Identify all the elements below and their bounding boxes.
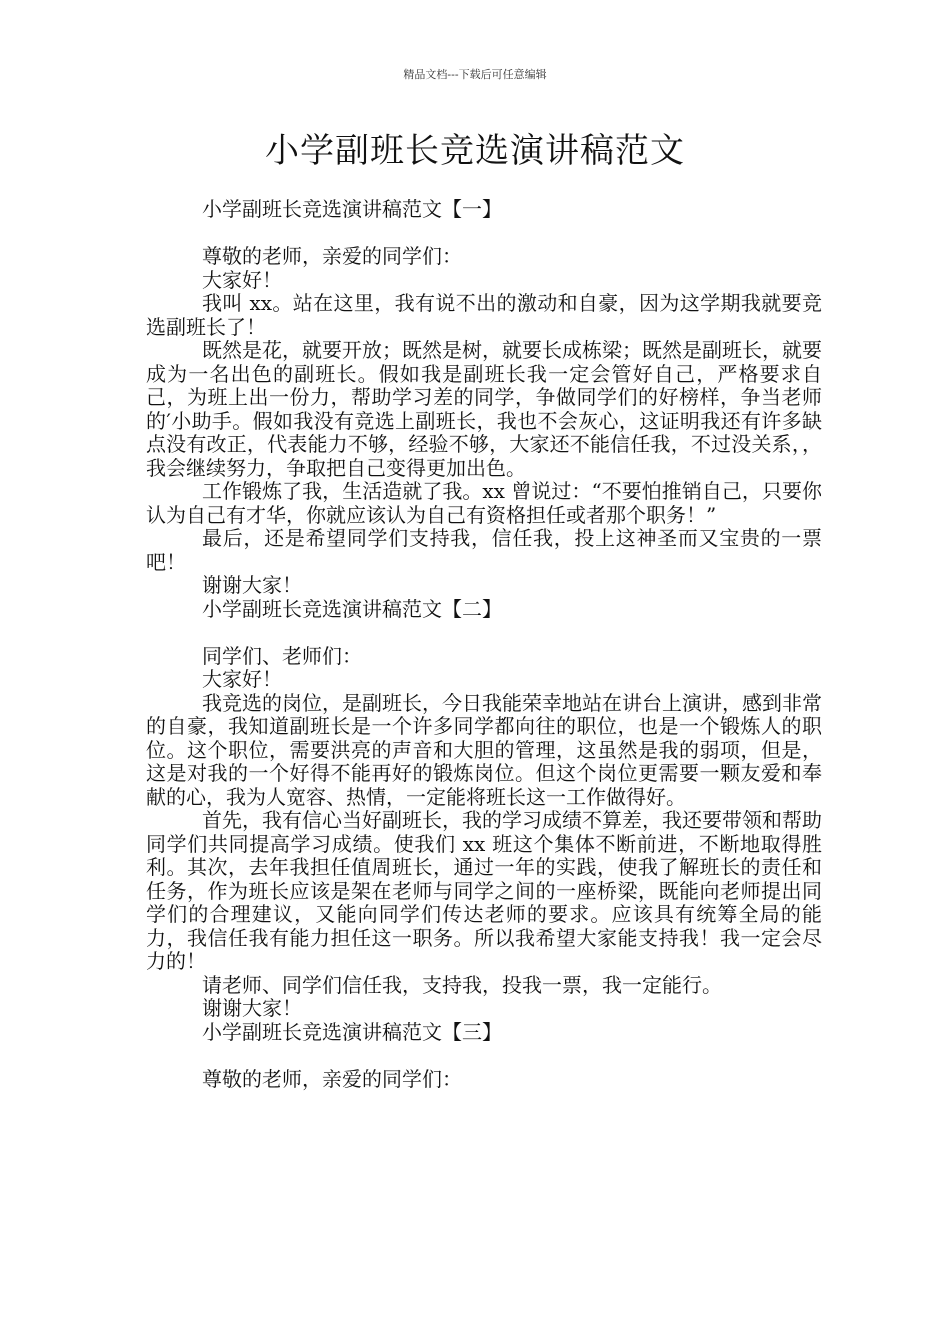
section-heading: 小学副班长竞选演讲稿范文【二】 [202,596,502,621]
paragraph: 我叫 xx。站在这里，我有说不出的激动和自豪，因为这学期我就要竞选副班长了！ [146,291,822,339]
closing: 谢谢大家！ [202,996,302,1020]
greeting: 大家好！ [202,667,282,691]
paragraph: 最后，还是希望同学们支持我，信任我，投上这神圣而又宝贵的一票吧！ [146,526,822,574]
paragraph: 首先，我有信心当好副班长，我的学习成绩不算差，我还要带领和帮助同学们共同提高学习成绩。使我们 xx 班这个集体不断前进，不断地取得胜利。其次，去年我担任值周班长，通过一年的实践，使我了解班长的责任和任务，作为班长应该是架在老师与同学之间的一座桥梁，既能向老师提出同学们的合理建议，又能向同学们传达老师的要求。应该具有统筹全局的能力，我信任我有能力担任这一职务。所以我希望大家能支持我！我一定会尽力的！ [146,808,822,973]
blank-line [146,222,822,246]
paragraph: 请老师、同学们信任我，支持我，投我一票，我一定能行。 [202,972,722,997]
salutation: 同学们、老师们： [202,643,362,668]
greeting: 大家好！ [202,267,282,292]
paragraph: 既然是花，就要开放；既然是树，就要长成栋梁；既然是副班长，就要成为一名出色的副班长。假如我是副班长我一定会管好自己，严格要求自己，为班上出一份力，帮助学习差的同学，争做同学们的好榜样，争当老师的′小助手。假如我没有竞选上副班长，我也不会灰心，这证明我还有许多缺点没有改正，代表能力不够，经验不够，大家还不能信任我，不过没关系，，我会继续努力，争取把自己变得更加出色。 [146,338,822,480]
closing: 谢谢大家！ [202,573,302,597]
blank-line [146,1044,822,1068]
blank-line [146,621,822,645]
paragraph: 工作锻炼了我，生活造就了我。xx 曾说过：“不要怕推销自己，只要你认为自己有才华，你就应该认为自己有资格担任或者那个职务！” [146,479,822,527]
salutation: 尊敬的老师，亲爱的同学们： [202,244,462,268]
salutation: 尊敬的老师，亲爱的同学们： [202,1066,462,1091]
paragraph: 我竞选的岗位，是副班长，今日我能荣幸地站在讲台上演讲，感到非常的自豪，我知道副班长是一个许多同学都向往的职位，也是一个锻炼人的职位。这个职位，需要洪亮的声音和大胆的管理，这虽然是我的弱项，但是，这是对我的一个好得不能再好的锻炼岗位。但这个岗位更需要一颗友爱和奉献的心，我为人宽容、热情，一定能将班长这一工作做得好。 [146,690,822,809]
document-title: 小学副班长竞选演讲稿范文 [265,131,685,171]
document-body [146,198,822,1091]
section-heading: 小学副班长竞选演讲稿范文【三】 [202,1019,502,1044]
page-header: 精品文档---下载后可任意编辑 [403,68,547,81]
section-heading: 小学副班长竞选演讲稿范文【一】 [202,197,502,221]
